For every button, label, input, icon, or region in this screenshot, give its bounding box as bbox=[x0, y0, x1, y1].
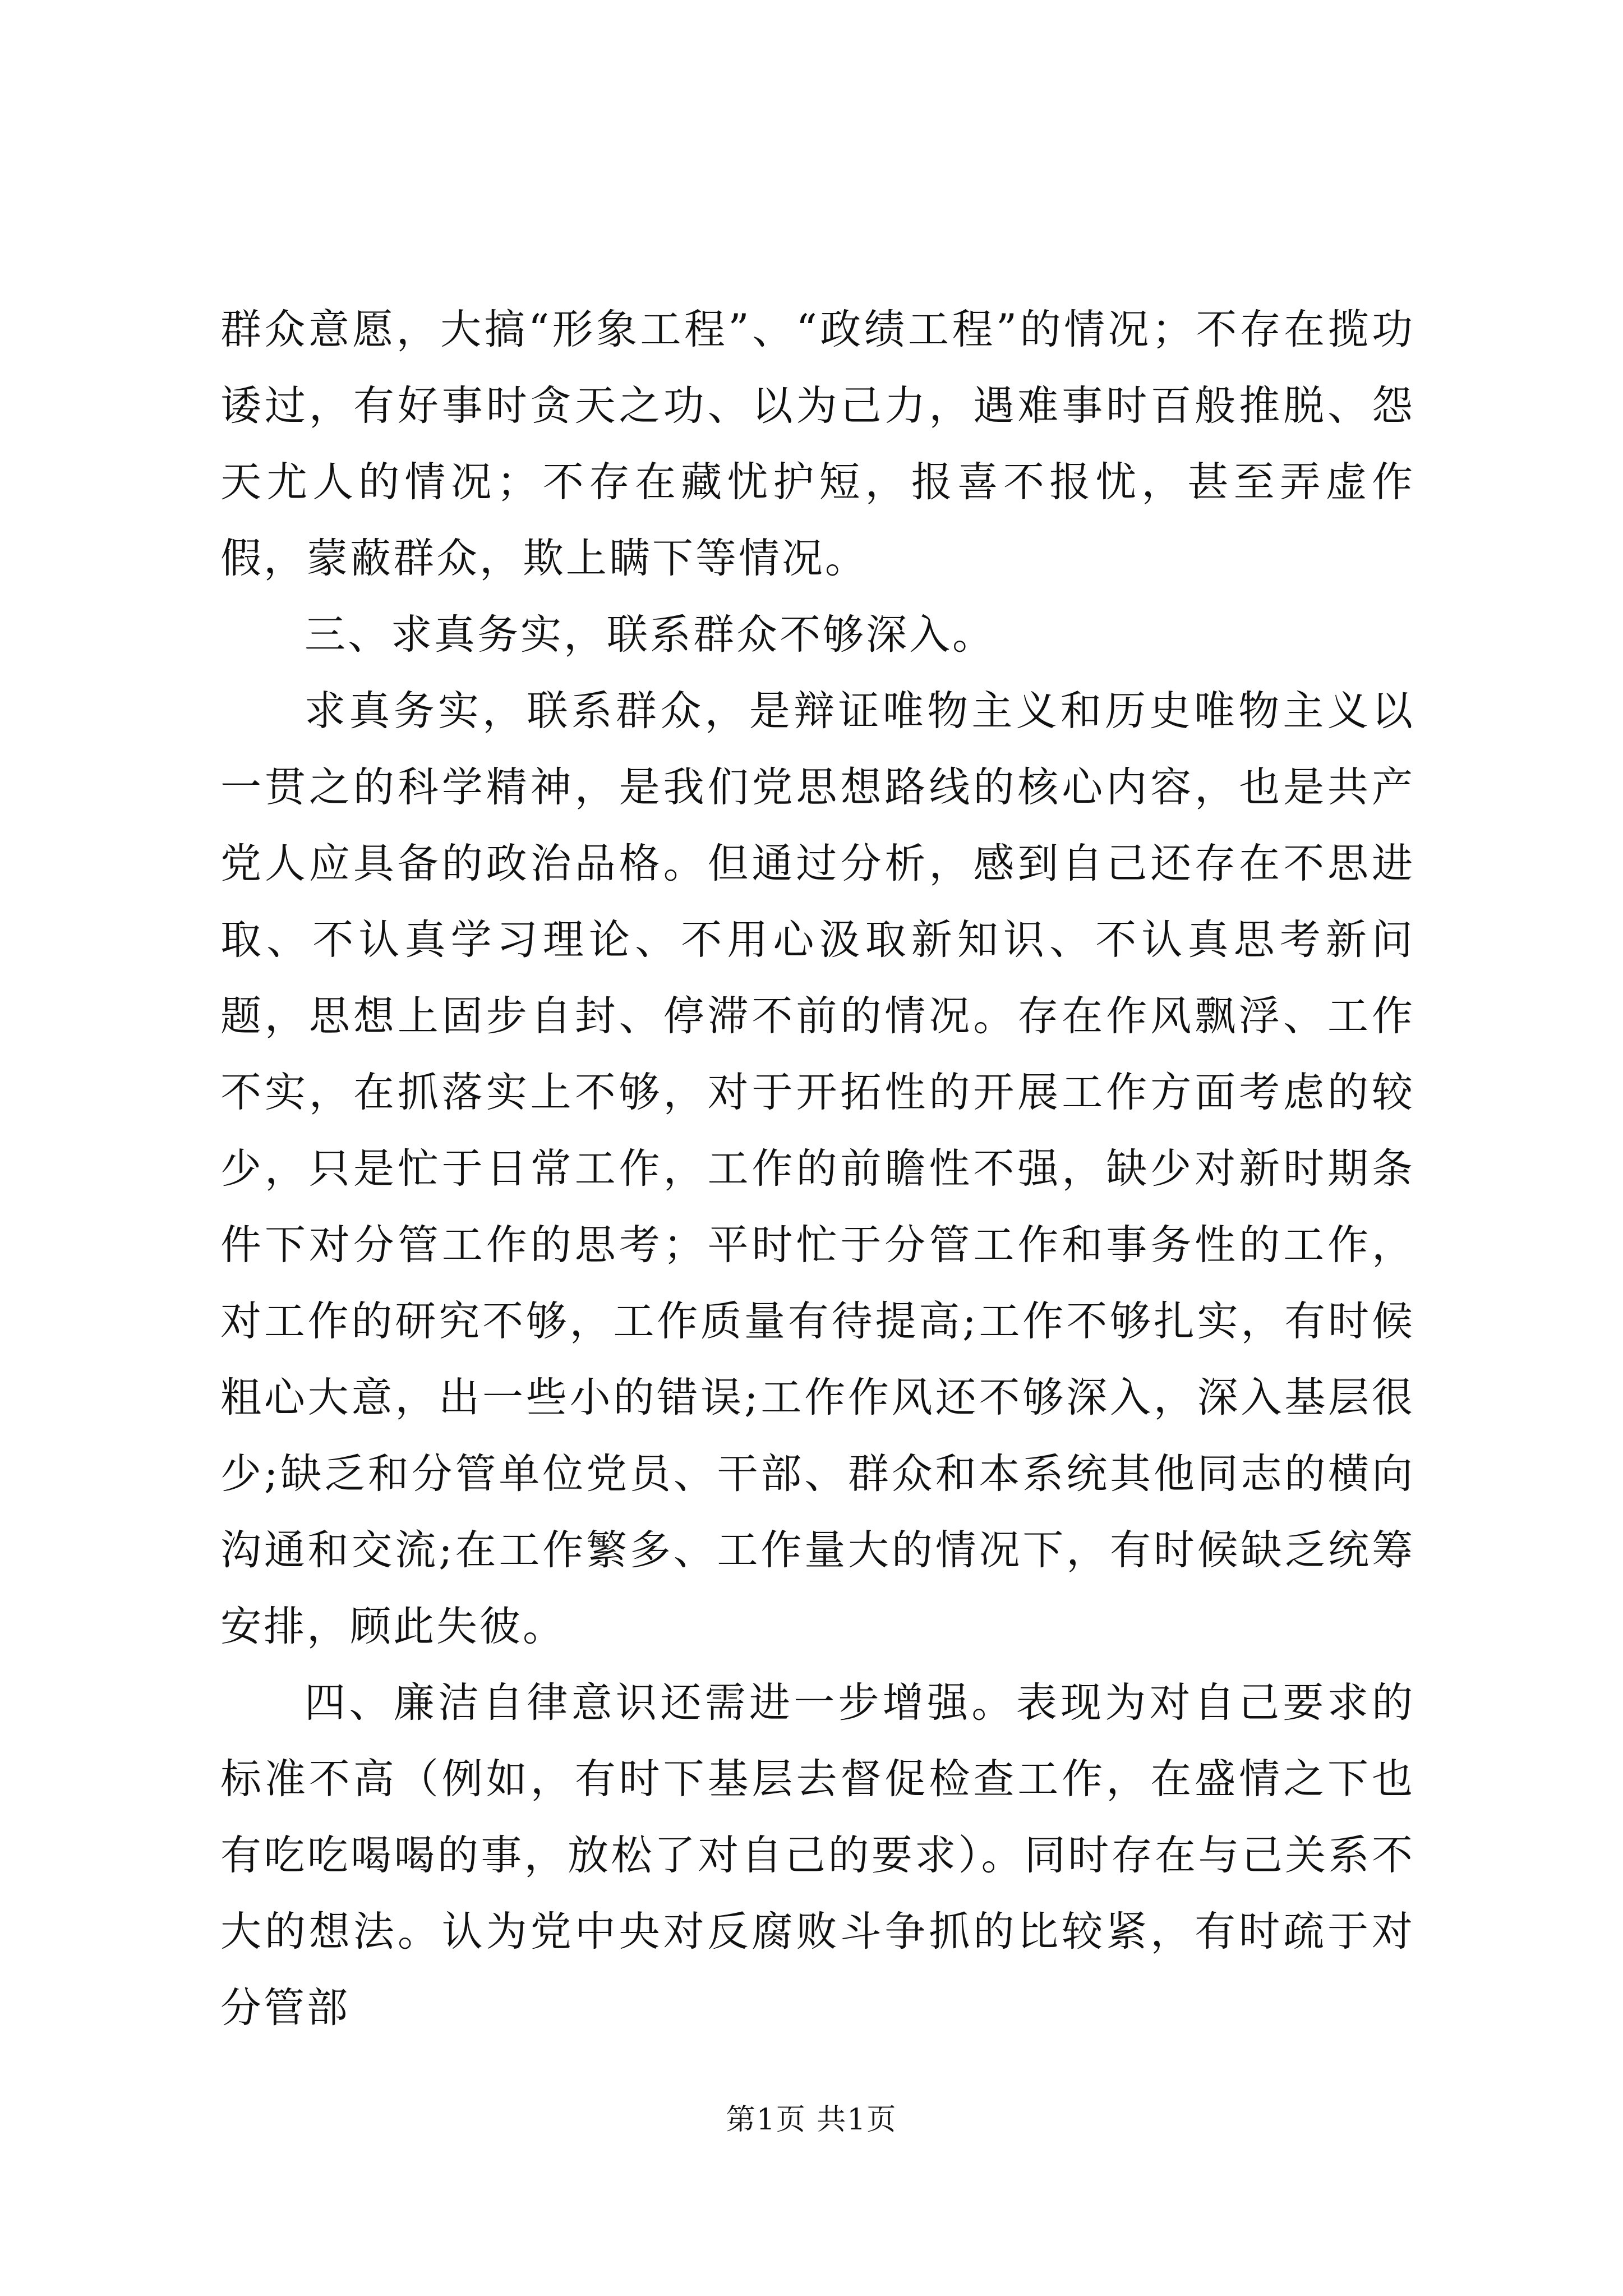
document-body bbox=[220, 292, 1415, 2046]
page-number-footer: 第1页 共1页 bbox=[726, 2103, 897, 2137]
paragraph-section-three: 求真务实，联系群众，是辩证唯物主义和历史唯物主义以一贯之的科学精神，是我们党思想路线的核心内容，也是共产党人应具备的政治品格。但通过分析，感到自己还存在不思进取、不认真学习理论、不用心汲取新知识、不认真思考新问题，思想上固步自封、停滞不前的情况。存在作风飘浮、工作不实，在抓落实上不够，对于开拓性的开展工作方面考虑的较少，只是忙于日常工作，工作的前瞻性不强，缺少对新时期条件下对分管工作的思考；平时忙于分管工作和事务性的工作，对工作的研究不够，工作质量有待提高;工作不够扎实，有时候粗心大意，出一些小的错误;工作作风还不够深入，深入基层很少;缺乏和分管单位党员、干部、群众和本系统其他同志的横向沟通和交流;在工作繁多、工作量大的情况下，有时候缺乏统筹安排，顾此失彼。 bbox=[220, 687, 1415, 1650]
paragraph-section-four: 四、廉洁自律意识还需进一步增强。表现为对自己要求的标准不高（例如，有时下基层去督促检查工作，在盛情之下也有吃吃喝喝的事，放松了对自己的要求）。同时存在与己关系不大的想法。认为党中央对反腐败斗争抓的比较紧，有时疏于对分管部 bbox=[220, 1679, 1415, 2032]
section-heading-three: 三、求真务实，联系群众不够深入。 bbox=[305, 611, 995, 659]
paragraph-continuation: 群众意愿，大搞“形象工程”、“政绩工程”的情况；不存在揽功诿过，有好事时贪天之功、以为己力，遇难事时百般推脱、怨天尤人的情况；不存在藏忧护短，报喜不报忧，甚至弄虚作假，蒙蔽群众，欺上瞒下等情况。 bbox=[220, 306, 1415, 582]
